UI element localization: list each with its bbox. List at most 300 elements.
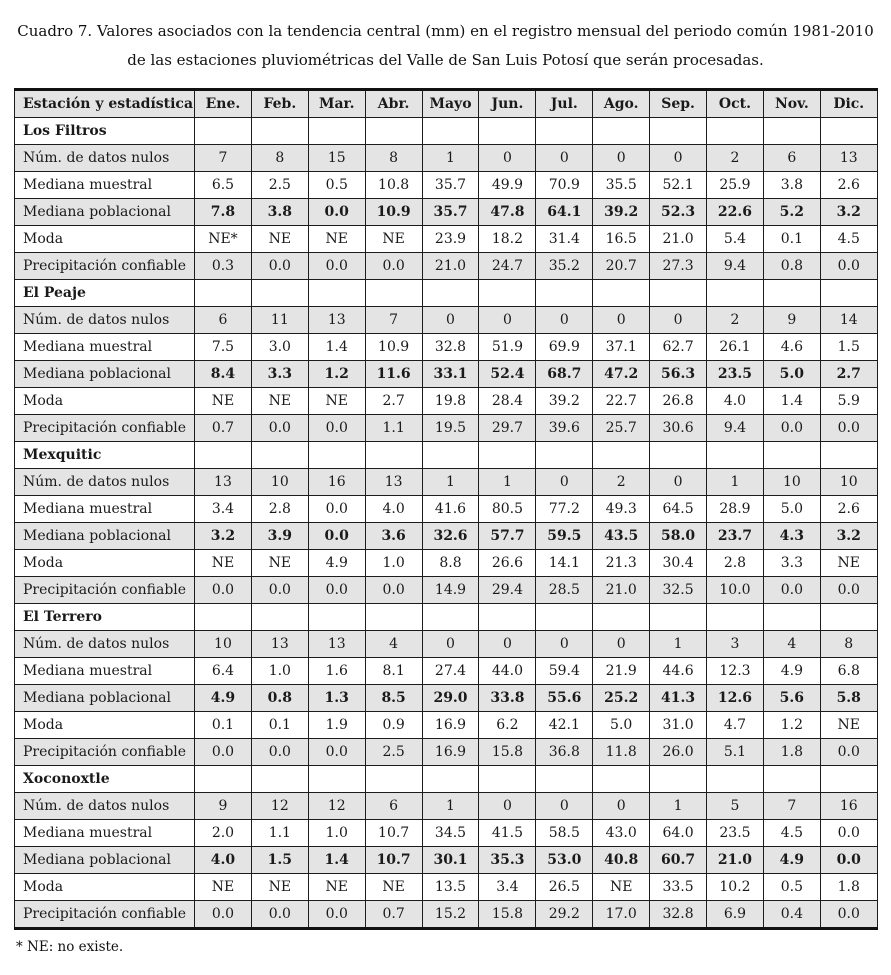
station-name: Los Filtros xyxy=(15,118,195,145)
stat-row-label: Mediana muestral xyxy=(15,658,195,685)
value-cell: 30.1 xyxy=(422,847,479,874)
value-cell: 1.4 xyxy=(308,847,365,874)
value-cell: 22.6 xyxy=(707,199,764,226)
value-cell: 9.4 xyxy=(707,253,764,280)
value-cell: 10.9 xyxy=(365,334,422,361)
empty-cell xyxy=(763,442,820,469)
value-cell: 15.2 xyxy=(422,901,479,929)
value-cell: 37.1 xyxy=(593,334,650,361)
value-cell: 0 xyxy=(479,793,536,820)
header-cell-month: Ene. xyxy=(195,90,252,118)
value-cell: 3.8 xyxy=(251,199,308,226)
empty-cell xyxy=(308,442,365,469)
value-cell: 16.5 xyxy=(593,226,650,253)
value-cell: 32.8 xyxy=(422,334,479,361)
value-cell: 0 xyxy=(593,631,650,658)
value-cell: 6 xyxy=(763,145,820,172)
value-cell: 11.8 xyxy=(593,739,650,766)
value-cell: 1.8 xyxy=(820,874,877,901)
value-cell: 0.0 xyxy=(308,415,365,442)
empty-cell xyxy=(536,766,593,793)
value-cell: 43.5 xyxy=(593,523,650,550)
stat-row-label: Mediana muestral xyxy=(15,172,195,199)
value-cell: 3.2 xyxy=(820,523,877,550)
value-cell: 25.9 xyxy=(707,172,764,199)
value-cell: 21.9 xyxy=(593,658,650,685)
value-cell: 23.7 xyxy=(707,523,764,550)
stat-row-label: Precipitación confiable xyxy=(15,253,195,280)
value-cell: 9 xyxy=(195,793,252,820)
stat-row xyxy=(15,658,878,685)
empty-cell xyxy=(308,766,365,793)
station-name: Mexquitic xyxy=(15,442,195,469)
value-cell: 8 xyxy=(251,145,308,172)
empty-cell xyxy=(536,118,593,145)
value-cell: 15 xyxy=(308,145,365,172)
value-cell: 6.2 xyxy=(479,712,536,739)
empty-cell xyxy=(536,280,593,307)
header-row xyxy=(15,90,878,118)
value-cell: 35.2 xyxy=(536,253,593,280)
value-cell: 1 xyxy=(479,469,536,496)
value-cell: 0 xyxy=(650,307,707,334)
stat-row-label: Mediana poblacional xyxy=(15,685,195,712)
value-cell: 0.0 xyxy=(820,415,877,442)
value-cell: 0.0 xyxy=(195,901,252,929)
value-cell: 4.0 xyxy=(195,847,252,874)
stat-row xyxy=(15,685,878,712)
value-cell: 10 xyxy=(195,631,252,658)
empty-cell xyxy=(422,766,479,793)
value-cell: NE xyxy=(593,874,650,901)
value-cell: 33.5 xyxy=(650,874,707,901)
value-cell: 9.4 xyxy=(707,415,764,442)
value-cell: 2.8 xyxy=(251,496,308,523)
value-cell: 5.4 xyxy=(707,226,764,253)
value-cell: NE xyxy=(251,226,308,253)
value-cell: 0.7 xyxy=(365,901,422,929)
value-cell: 0.0 xyxy=(820,739,877,766)
empty-cell xyxy=(365,280,422,307)
empty-cell xyxy=(707,604,764,631)
value-cell: 27.3 xyxy=(650,253,707,280)
empty-cell xyxy=(650,604,707,631)
value-cell: 0.3 xyxy=(195,253,252,280)
value-cell: 2.8 xyxy=(707,550,764,577)
value-cell: 0.0 xyxy=(308,901,365,929)
value-cell: 12 xyxy=(251,793,308,820)
stat-row xyxy=(15,469,878,496)
value-cell: 10.2 xyxy=(707,874,764,901)
empty-cell xyxy=(195,280,252,307)
value-cell: NE xyxy=(365,226,422,253)
empty-cell xyxy=(251,118,308,145)
empty-cell xyxy=(820,442,877,469)
stat-row xyxy=(15,496,878,523)
value-cell: 2.6 xyxy=(820,496,877,523)
value-cell: 0.0 xyxy=(308,739,365,766)
value-cell: 0.0 xyxy=(308,577,365,604)
value-cell: 39.2 xyxy=(593,199,650,226)
empty-cell xyxy=(251,280,308,307)
value-cell: 47.2 xyxy=(593,361,650,388)
value-cell: 77.2 xyxy=(536,496,593,523)
value-cell: 2 xyxy=(593,469,650,496)
value-cell: 0.8 xyxy=(763,253,820,280)
value-cell: 60.7 xyxy=(650,847,707,874)
station-name-row xyxy=(15,442,878,469)
value-cell: 40.8 xyxy=(593,847,650,874)
value-cell: 0 xyxy=(479,307,536,334)
empty-cell xyxy=(593,118,650,145)
value-cell: 3 xyxy=(707,631,764,658)
value-cell: 41.3 xyxy=(650,685,707,712)
stat-row xyxy=(15,253,878,280)
value-cell: 0 xyxy=(536,145,593,172)
value-cell: 8 xyxy=(365,145,422,172)
value-cell: 2.5 xyxy=(251,172,308,199)
value-cell: 1.5 xyxy=(820,334,877,361)
empty-cell xyxy=(593,442,650,469)
stat-row-label: Precipitación confiable xyxy=(15,739,195,766)
header-cell-month: Jun. xyxy=(479,90,536,118)
value-cell: 1.8 xyxy=(763,739,820,766)
value-cell: 1.0 xyxy=(308,820,365,847)
value-cell: 9 xyxy=(763,307,820,334)
empty-cell xyxy=(479,766,536,793)
value-cell: 14.9 xyxy=(422,577,479,604)
header-cell-station: Estación y estadística xyxy=(15,90,195,118)
value-cell: 0 xyxy=(650,469,707,496)
value-cell: 0.5 xyxy=(763,874,820,901)
value-cell: NE xyxy=(365,874,422,901)
value-cell: 33.8 xyxy=(479,685,536,712)
empty-cell xyxy=(308,118,365,145)
value-cell: 29.0 xyxy=(422,685,479,712)
value-cell: 0.0 xyxy=(820,901,877,929)
stat-row xyxy=(15,226,878,253)
value-cell: 33.1 xyxy=(422,361,479,388)
value-cell: 22.7 xyxy=(593,388,650,415)
value-cell: 0.0 xyxy=(820,577,877,604)
empty-cell xyxy=(479,118,536,145)
value-cell: 14 xyxy=(820,307,877,334)
value-cell: 0.0 xyxy=(820,820,877,847)
value-cell: 29.7 xyxy=(479,415,536,442)
empty-cell xyxy=(707,280,764,307)
value-cell: 13 xyxy=(365,469,422,496)
caption-line-2: de las estaciones pluviométricas del Valle de San Luis Potosí que serán procesadas. xyxy=(127,51,764,69)
value-cell: 0.4 xyxy=(763,901,820,929)
value-cell: 52.3 xyxy=(650,199,707,226)
value-cell: NE* xyxy=(195,226,252,253)
value-cell: 32.8 xyxy=(650,901,707,929)
empty-cell xyxy=(251,604,308,631)
value-cell: NE xyxy=(195,388,252,415)
value-cell: 2.0 xyxy=(195,820,252,847)
value-cell: 58.5 xyxy=(536,820,593,847)
value-cell: NE xyxy=(820,712,877,739)
value-cell: 41.5 xyxy=(479,820,536,847)
stat-row xyxy=(15,847,878,874)
header-cell-month: Oct. xyxy=(707,90,764,118)
value-cell: 25.2 xyxy=(593,685,650,712)
value-cell: NE xyxy=(195,550,252,577)
table-body xyxy=(15,118,878,929)
value-cell: 3.2 xyxy=(820,199,877,226)
value-cell: 8 xyxy=(820,631,877,658)
value-cell: 26.8 xyxy=(650,388,707,415)
value-cell: 16 xyxy=(308,469,365,496)
stat-row xyxy=(15,388,878,415)
value-cell: 70.9 xyxy=(536,172,593,199)
stat-row xyxy=(15,577,878,604)
value-cell: 53.0 xyxy=(536,847,593,874)
empty-cell xyxy=(365,604,422,631)
value-cell: 4.6 xyxy=(763,334,820,361)
stat-row xyxy=(15,334,878,361)
stat-row-label: Mediana muestral xyxy=(15,496,195,523)
value-cell: 20.7 xyxy=(593,253,650,280)
value-cell: 51.9 xyxy=(479,334,536,361)
value-cell: 30.4 xyxy=(650,550,707,577)
value-cell: 1.4 xyxy=(763,388,820,415)
value-cell: 0.0 xyxy=(251,253,308,280)
value-cell: 7 xyxy=(365,307,422,334)
value-cell: 80.5 xyxy=(479,496,536,523)
empty-cell xyxy=(251,442,308,469)
stat-row-label: Mediana poblacional xyxy=(15,523,195,550)
value-cell: 1 xyxy=(422,793,479,820)
value-cell: 0.0 xyxy=(251,577,308,604)
value-cell: 0 xyxy=(536,793,593,820)
empty-cell xyxy=(422,280,479,307)
value-cell: 26.5 xyxy=(536,874,593,901)
value-cell: 0.0 xyxy=(365,253,422,280)
empty-cell xyxy=(820,280,877,307)
value-cell: 39.2 xyxy=(536,388,593,415)
value-cell: 0.0 xyxy=(308,199,365,226)
value-cell: 17.0 xyxy=(593,901,650,929)
value-cell: 10.0 xyxy=(707,577,764,604)
value-cell: 21.0 xyxy=(707,847,764,874)
value-cell: 28.5 xyxy=(536,577,593,604)
empty-cell xyxy=(820,118,877,145)
value-cell: 6.4 xyxy=(195,658,252,685)
value-cell: 35.5 xyxy=(593,172,650,199)
value-cell: 32.6 xyxy=(422,523,479,550)
value-cell: 55.6 xyxy=(536,685,593,712)
value-cell: 1.2 xyxy=(763,712,820,739)
table-header xyxy=(15,90,878,118)
value-cell: 1 xyxy=(650,631,707,658)
stat-row-label: Mediana muestral xyxy=(15,820,195,847)
value-cell: 21.3 xyxy=(593,550,650,577)
value-cell: 52.4 xyxy=(479,361,536,388)
station-name: Xoconoxtle xyxy=(15,766,195,793)
stat-row-label: Moda xyxy=(15,550,195,577)
value-cell: 4.5 xyxy=(763,820,820,847)
value-cell: 56.3 xyxy=(650,361,707,388)
stat-row xyxy=(15,307,878,334)
value-cell: 26.1 xyxy=(707,334,764,361)
value-cell: 32.5 xyxy=(650,577,707,604)
value-cell: 5.0 xyxy=(763,361,820,388)
empty-cell xyxy=(820,604,877,631)
station-name-row xyxy=(15,280,878,307)
empty-cell xyxy=(251,766,308,793)
empty-cell xyxy=(422,604,479,631)
empty-cell xyxy=(195,766,252,793)
value-cell: 13 xyxy=(251,631,308,658)
value-cell: 0 xyxy=(593,307,650,334)
value-cell: 0.0 xyxy=(763,415,820,442)
value-cell: 16 xyxy=(820,793,877,820)
value-cell: 5.6 xyxy=(763,685,820,712)
header-cell-month: Feb. xyxy=(251,90,308,118)
value-cell: 5.0 xyxy=(593,712,650,739)
value-cell: 23.5 xyxy=(707,820,764,847)
value-cell: 2.6 xyxy=(820,172,877,199)
value-cell: 4.0 xyxy=(365,496,422,523)
value-cell: 6.9 xyxy=(707,901,764,929)
value-cell: 4.9 xyxy=(763,658,820,685)
value-cell: 1 xyxy=(707,469,764,496)
stat-row xyxy=(15,820,878,847)
value-cell: 43.0 xyxy=(593,820,650,847)
value-cell: 3.6 xyxy=(365,523,422,550)
data-table xyxy=(14,88,878,930)
stat-row-label: Precipitación confiable xyxy=(15,415,195,442)
value-cell: 44.0 xyxy=(479,658,536,685)
value-cell: 69.9 xyxy=(536,334,593,361)
value-cell: 11.6 xyxy=(365,361,422,388)
value-cell: 49.9 xyxy=(479,172,536,199)
value-cell: 0.0 xyxy=(763,577,820,604)
empty-cell xyxy=(707,118,764,145)
value-cell: 3.9 xyxy=(251,523,308,550)
value-cell: 5.0 xyxy=(763,496,820,523)
stat-row xyxy=(15,172,878,199)
value-cell: NE xyxy=(308,226,365,253)
value-cell: 0 xyxy=(422,307,479,334)
value-cell: 0.1 xyxy=(195,712,252,739)
stat-row-label: Moda xyxy=(15,712,195,739)
header-cell-month: Sep. xyxy=(650,90,707,118)
value-cell: 1.0 xyxy=(365,550,422,577)
value-cell: 13 xyxy=(195,469,252,496)
value-cell: 0.0 xyxy=(820,847,877,874)
empty-cell xyxy=(763,280,820,307)
empty-cell xyxy=(308,280,365,307)
value-cell: 0.1 xyxy=(763,226,820,253)
stat-row-label: Moda xyxy=(15,874,195,901)
value-cell: 23.5 xyxy=(707,361,764,388)
value-cell: 0.8 xyxy=(251,685,308,712)
value-cell: 13.5 xyxy=(422,874,479,901)
value-cell: 35.7 xyxy=(422,172,479,199)
station-name-row xyxy=(15,766,878,793)
value-cell: 1.5 xyxy=(251,847,308,874)
stat-row xyxy=(15,199,878,226)
value-cell: 42.1 xyxy=(536,712,593,739)
header-cell-month: Jul. xyxy=(536,90,593,118)
value-cell: 14.1 xyxy=(536,550,593,577)
value-cell: 64.0 xyxy=(650,820,707,847)
stat-row-label: Núm. de datos nulos xyxy=(15,145,195,172)
value-cell: 31.4 xyxy=(536,226,593,253)
stat-row xyxy=(15,550,878,577)
value-cell: 23.9 xyxy=(422,226,479,253)
stat-row xyxy=(15,145,878,172)
value-cell: 3.8 xyxy=(763,172,820,199)
empty-cell xyxy=(763,604,820,631)
value-cell: 0 xyxy=(650,145,707,172)
value-cell: 4 xyxy=(365,631,422,658)
value-cell: 16.9 xyxy=(422,739,479,766)
value-cell: 36.8 xyxy=(536,739,593,766)
stat-row-label: Núm. de datos nulos xyxy=(15,793,195,820)
caption-line-1: Cuadro 7. Valores asociados con la tendencia central (mm) en el registro mensual del periodo común 1981-2010 xyxy=(17,22,874,40)
empty-cell xyxy=(763,766,820,793)
value-cell: 4.3 xyxy=(763,523,820,550)
empty-cell xyxy=(365,766,422,793)
value-cell: 64.5 xyxy=(650,496,707,523)
value-cell: 19.8 xyxy=(422,388,479,415)
value-cell: 10.9 xyxy=(365,199,422,226)
value-cell: 4.5 xyxy=(820,226,877,253)
empty-cell xyxy=(593,604,650,631)
value-cell: 0.0 xyxy=(365,577,422,604)
value-cell: 35.3 xyxy=(479,847,536,874)
stat-row-label: Núm. de datos nulos xyxy=(15,469,195,496)
value-cell: 8.1 xyxy=(365,658,422,685)
value-cell: 25.7 xyxy=(593,415,650,442)
station-name: El Peaje xyxy=(15,280,195,307)
stat-row xyxy=(15,415,878,442)
value-cell: 12 xyxy=(308,793,365,820)
empty-cell xyxy=(365,442,422,469)
value-cell: 0.0 xyxy=(195,577,252,604)
value-cell: 0 xyxy=(593,793,650,820)
stat-row xyxy=(15,874,878,901)
station-name-row xyxy=(15,118,878,145)
stat-row-label: Mediana poblacional xyxy=(15,847,195,874)
value-cell: 31.0 xyxy=(650,712,707,739)
value-cell: 0 xyxy=(536,631,593,658)
value-cell: 10 xyxy=(251,469,308,496)
value-cell: 0.5 xyxy=(308,172,365,199)
value-cell: 47.8 xyxy=(479,199,536,226)
value-cell: 28.9 xyxy=(707,496,764,523)
value-cell: 12.3 xyxy=(707,658,764,685)
value-cell: 7 xyxy=(195,145,252,172)
value-cell: 13 xyxy=(308,631,365,658)
header-cell-month: Ago. xyxy=(593,90,650,118)
stat-row xyxy=(15,523,878,550)
value-cell: 16.9 xyxy=(422,712,479,739)
value-cell: 2.7 xyxy=(820,361,877,388)
value-cell: 18.2 xyxy=(479,226,536,253)
value-cell: 3.4 xyxy=(479,874,536,901)
stat-row xyxy=(15,631,878,658)
empty-cell xyxy=(650,118,707,145)
empty-cell xyxy=(763,118,820,145)
value-cell: 8.4 xyxy=(195,361,252,388)
value-cell: 1.1 xyxy=(365,415,422,442)
value-cell: NE xyxy=(251,550,308,577)
empty-cell xyxy=(365,118,422,145)
